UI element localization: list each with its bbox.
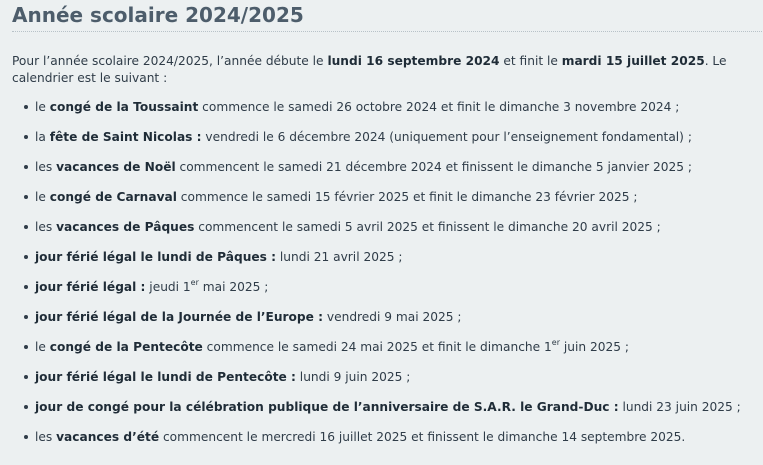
calendar-item-saint-nicolas [0, 129, 741, 159]
calendar-item-label: congé de Carnaval [49, 190, 177, 204]
calendar-item-toussaint [0, 99, 741, 129]
calendar-item-pentecote [0, 339, 741, 369]
calendar-item-lead: les [35, 160, 57, 174]
bullet-dot-icon [24, 255, 28, 259]
calendar-item-lead: le [35, 340, 50, 354]
calendar-item-lead: la [35, 130, 50, 144]
bullet-dot-icon [24, 375, 28, 379]
title-divider [12, 31, 763, 32]
calendar-item-text: commence le samedi 24 mai 2025 et finit le dimanche 1 [202, 340, 552, 354]
calendar-item-carnaval [0, 189, 741, 219]
intro-text-before-start: Pour l’année scolaire 2024/2025, l’année débute le [12, 54, 328, 68]
calendar-item-label: vacances de Noël [56, 160, 176, 174]
bullet-dot-icon [24, 345, 28, 349]
bullet-dot-icon [24, 105, 28, 109]
calendar-item-premier-mai [0, 279, 741, 309]
calendar-item-label: vacances d’été [56, 430, 160, 444]
calendar-item-text: commencent le samedi 21 décembre 2024 et finissent le dimanche 5 janvier 2025 ; [175, 160, 693, 174]
calendar-item-text-after-sup: juin 2025 ; [560, 340, 629, 354]
calendar-item-text-after-sup: mai 2025 ; [198, 280, 269, 294]
school-year-end-date: mardi 15 juillet 2025 [561, 54, 705, 68]
calendar-item-label: congé de la Pentecôte [49, 340, 203, 354]
calendar-item-lundi-paques [0, 249, 741, 279]
calendar-item-paques [0, 219, 741, 249]
calendar-item-label: jour de congé pour la célébration publique de l’anniversaire de S.A.R. le Grand-Duc : [35, 400, 619, 414]
calendar-item-lead: le [35, 190, 50, 204]
calendar-item-journee-europe [0, 309, 741, 339]
calendar-item-text: lundi 9 juin 2025 ; [295, 370, 411, 384]
calendar-item-lundi-pentecote [0, 369, 741, 399]
calendar-item-label: jour férié légal le lundi de Pâques : [35, 250, 277, 264]
calendar-item-text: commence le samedi 26 octobre 2024 et finit le dimanche 3 novembre 2024 ; [198, 100, 680, 114]
calendar-item-text: commence le samedi 15 février 2025 et finit le dimanche 23 février 2025 ; [176, 190, 638, 204]
page-title: Année scolaire 2024/2025 [12, 3, 304, 27]
bullet-dot-icon [24, 225, 28, 229]
calendar-item-label: jour férié légal : [35, 280, 146, 294]
calendar-item-label: jour férié légal le lundi de Pentecôte : [35, 370, 296, 384]
calendar-item-text: jeudi 1 [145, 280, 191, 294]
calendar-item-grand-duc [0, 399, 741, 429]
calendar-item-text: lundi 23 juin 2025 ; [618, 400, 741, 414]
calendar-item-text: lundi 21 avril 2025 ; [276, 250, 403, 264]
calendar-item-text: commencent le mercredi 16 juillet 2025 et finissent le dimanche 14 septembre 2025. [159, 430, 686, 444]
bullet-dot-icon [24, 165, 28, 169]
intro-text-after-end: . Le calendrier est le suivant : [12, 54, 727, 85]
calendar-item-text: vendredi 9 mai 2025 ; [323, 310, 462, 324]
calendar-item-lead: les [35, 220, 57, 234]
school-year-start-date: lundi 16 septembre 2024 [327, 54, 500, 68]
ordinal-superscript: er [190, 278, 199, 287]
calendar-item-label: vacances de Pâques [56, 220, 195, 234]
bullet-dot-icon [24, 435, 28, 439]
intro-paragraph [12, 53, 754, 87]
calendar-item-label: congé de la Toussaint [49, 100, 199, 114]
calendar-item-ete [0, 429, 741, 459]
bullet-dot-icon [24, 135, 28, 139]
bullet-dot-icon [24, 405, 28, 409]
calendar-item-noel [0, 159, 741, 189]
intro-text-between-dates: et finit le [499, 54, 562, 68]
bullet-dot-icon [24, 315, 28, 319]
bullet-dot-icon [24, 285, 28, 289]
calendar-item-lead: les [35, 430, 57, 444]
calendar-item-text: commencent le samedi 5 avril 2025 et finissent le dimanche 20 avril 2025 ; [194, 220, 661, 234]
calendar-item-lead: le [35, 100, 50, 114]
school-calendar-list [0, 99, 741, 459]
calendar-item-label: fête de Saint Nicolas : [49, 130, 202, 144]
calendar-item-label: jour férié légal de la Journée de l’Europe : [35, 310, 324, 324]
calendar-item-text: vendredi le 6 décembre 2024 (uniquement pour l’enseignement fondamental) ; [201, 130, 692, 144]
bullet-dot-icon [24, 195, 28, 199]
ordinal-superscript: er [551, 338, 561, 347]
